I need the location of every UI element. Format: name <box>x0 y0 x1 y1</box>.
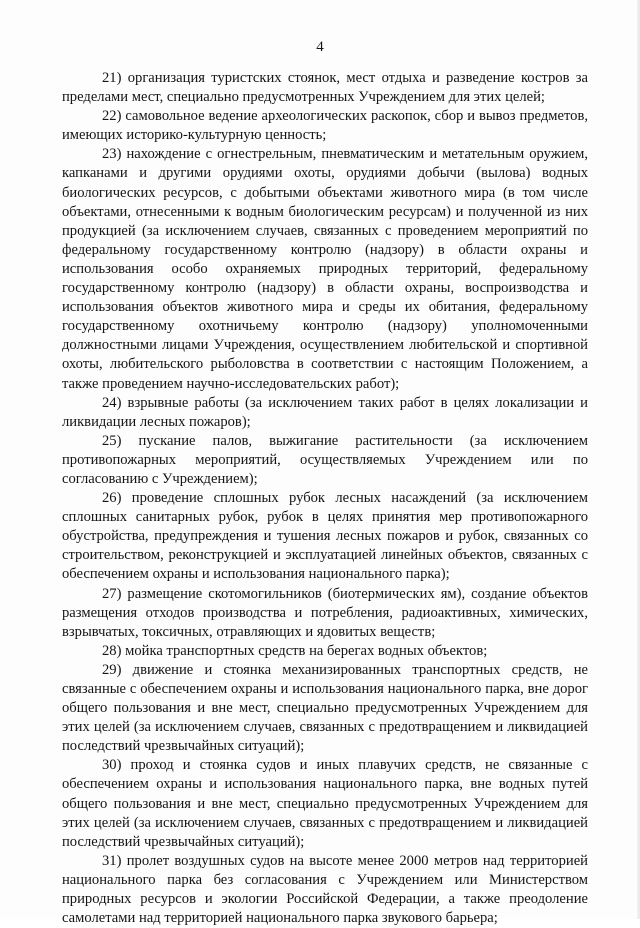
list-item-27: 27) размещение скотомогильников (биотермических ям), создание объектов размещения отходов производства и потребления, радиоактивных, химических, взрывчатых, токсичных, отравляющих и ядовитых веществ; <box>62 585 588 640</box>
list-item-28: 28) мойка транспортных средств на берегах водных объектов; <box>102 642 488 659</box>
list-item-21: 21) организация туристских стоянок, мест отдыха и разведение костров за пределами мест, специально предусмотренных Учреждением для этих целей; <box>62 70 588 106</box>
list-item-31: 31) пролет воздушных судов на высоте менее 2000 метров над территорией национального парка без согласования с Учреждением или Министерством природных ресурсов и экологии Российской Федерации, а также преодоление самолетами над территорией национального парка звукового барьера; <box>62 852 588 927</box>
page-number: 4 <box>316 39 324 55</box>
list-item-26: 26) проведение сплошных рубок лесных насаждений (за исключением сплошных санитарных рубок, рубок в целях принятия мер противопожарного обустройства, предупреждения и тушения лесных пожаров и рубок, связанных со строительством, реконструкцией и эксплуатацией линейных объектов, связанных с обеспечением охраны и использования национального парка); <box>62 490 588 583</box>
list-item-24: 24) взрывные работы (за исключением таких работ в целях локализации и ликвидации лесных пожаров); <box>62 394 588 430</box>
document-body <box>62 69 588 928</box>
list-item-23: 23) нахождение с огнестрельным, пневматическим и метательным оружием, капканами и другими орудиями охоты, орудиями добычи (вылова) водных биологических ресурсов, с добытыми объектами животного мира (в том числе объектами, отнесенными к водным биологическим ресурсам) и полученной из них продукцией (за исключением случаев, связанных с проведением мероприятий по федеральному государственному контролю (надзору) в области охраны и использования особо охраняемых природных территорий, федеральному государственному контролю (надзору) в области охраны, воспроизводства и использования объектов животного мира и среды их обитания, федеральному государственному охотничьему контролю (надзору) уполномоченными должностными лицами Учреждения, осуществлением любительской и спортивной охоты, любительского рыболовства в соответствии с настоящим Положением, а также проведением научно-исследовательских работ); <box>62 146 588 392</box>
list-item-22: 22) самовольное ведение археологических раскопок, сбор и вывоз предметов, имеющих историко-культурную ценность; <box>62 108 588 144</box>
list-item-29: 29) движение и стоянка механизированных транспортных средств, не связанные с обеспечением охраны и использования национального парка, вне дорог общего пользования и вне мест, специально предусмотренных Учреждением для этих целей (за исключением случаев, связанных с предотвращением и ликвидацией последствий чрезвычайных ситуаций); <box>62 661 588 755</box>
list-item-30: 30) проход и стоянка судов и иных плавучих средств, не связанные с обеспечением охраны и использования национального парка, вне водных путей общего пользования и вне мест, специально предусмотренных Учреждением для этих целей (за исключением случаев, связанных с предотвращением и ликвидацией последствий чрезвычайных ситуаций); <box>62 757 588 850</box>
list-item-25: 25) пускание палов, выжигание растительности (за исключением противопожарных мероприятий, осуществляемых Учреждением или по согласованию с Учреждением); <box>62 432 588 487</box>
